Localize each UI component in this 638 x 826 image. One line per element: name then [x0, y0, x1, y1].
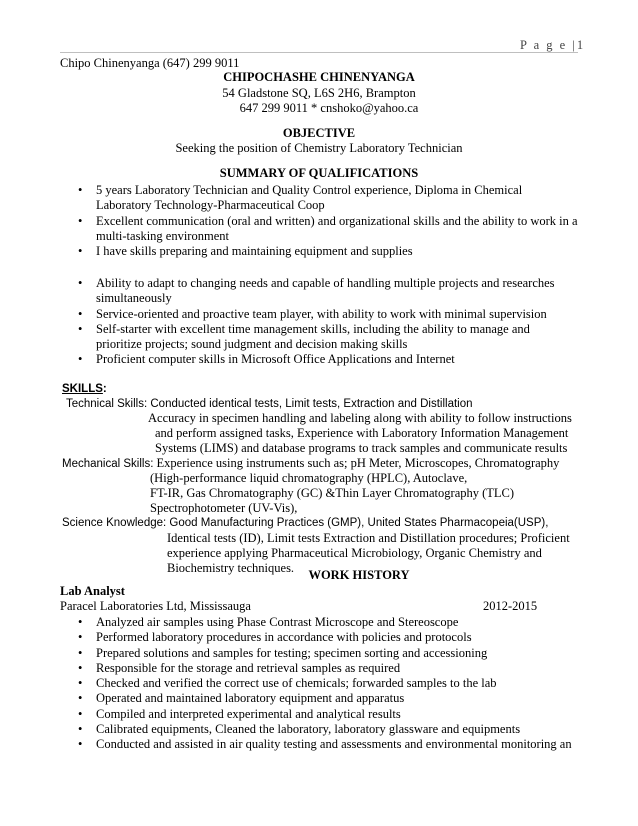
list-item: • Excellent communication (oral and written) and organizational skills and the ability to work in a multi-tasking environment — [78, 213, 578, 243]
list-item: • Proficient computer skills in Microsoft Office Applications and Internet — [78, 352, 455, 367]
list-item: • Prepared solutions and samples for testing; specimen sorting and accessioning — [78, 645, 488, 660]
list-item: • Operated and maintained laboratory equipment and apparatus — [78, 691, 405, 706]
list-item: • Compiled and interpreted experimental and analytical results — [78, 706, 401, 721]
skills-heading: SKILLS: — [62, 383, 107, 395]
summary-list-1 — [78, 183, 578, 259]
objective-text: Seeking the position of Chemistry Laboratory Technician — [175, 141, 463, 155]
list-item: • Ability to adapt to changing needs and capable of handling multiple projects and researches simultaneously — [78, 276, 555, 306]
duties-list — [78, 615, 588, 753]
objective-heading: OBJECTIVE — [282, 126, 356, 140]
page-number: 1 — [576, 38, 586, 52]
header-rule — [60, 52, 578, 53]
page-number-line — [520, 38, 585, 53]
technical-skills-line: Systems (LIMS) and database programs to track samples and communicate results — [155, 441, 568, 455]
mechanical-skills-line: Experience using instruments such as; pH Meter, Microscopes, Chromatography — [156, 456, 560, 470]
summary-list-2 — [78, 276, 578, 368]
technical-skills-line: and perform assigned tasks, Experience with Laboratory Information Management — [155, 426, 569, 440]
employment-dates: 2012-2015 — [483, 599, 538, 613]
page-separator: | — [572, 38, 577, 52]
science-knowledge-line: Biochemistry techniques. — [167, 561, 295, 575]
mechanical-skills-line: Spectrophotometer (UV-Vis), — [150, 501, 298, 515]
list-item: • I have skills preparing and maintaining equipment and supplies — [78, 244, 413, 259]
mechanical-skills-row — [62, 456, 559, 472]
job-title: Lab Analyst — [60, 584, 125, 598]
employer: Paracel Laboratories Ltd, Mississauga — [60, 599, 251, 613]
list-item: • Checked and verified the correct use of chemicals; forwarded samples to the lab — [78, 676, 497, 691]
list-item: • Self-starter with excellent time management skills, including the ability to manage and prioritize projects; sound judgment and decision making skills — [78, 321, 530, 352]
running-header: Chipo Chinenyanga (647) 299 9011 — [60, 56, 240, 70]
list-item: • Service-oriented and proactive team player, with ability to work with minimal supervision — [78, 306, 547, 321]
list-item: • Responsible for the storage and retrieval samples as required — [78, 660, 401, 675]
science-knowledge-label: Science Knowledge: Good Manufacturing Practices (GMP), United States Pharmacopeia(USP), — [62, 517, 549, 529]
mechanical-skills-line: FT-IR, Gas Chromatography (GC) &Thin Layer Chromatography (TLC) — [150, 486, 515, 500]
science-knowledge-line: Identical tests (ID), Limit tests Extraction and Distillation procedures; Proficient — [167, 531, 570, 545]
mechanical-skills-line: (High-performance liquid chromatography (HPLC), Autoclave, — [150, 471, 468, 485]
candidate-address: 54 Gladstone SQ, L6S 2H6, Brampton — [222, 86, 416, 100]
summary-heading: SUMMARY OF QUALIFICATIONS — [219, 166, 419, 180]
list-item: • Analyzed air samples using Phase Contrast Microscope and Stereoscope — [78, 615, 459, 629]
list-item: • Calibrated equipments, Cleaned the laboratory, laboratory glassware and equipments — [78, 722, 521, 737]
list-item: • 5 years Laboratory Technician and Quality Control experience, Diploma in Chemical Laboratory Technology-Pharmaceutical Coop — [78, 183, 523, 213]
mechanical-skills-label: Mechanical Skills: — [62, 458, 154, 470]
work-history-heading: WORK HISTORY — [308, 568, 410, 582]
list-item: • Conducted and assisted in air quality testing and assessments and environmental monitoring an — [78, 737, 572, 752]
technical-skills-line: Accuracy in specimen handling and labeling along with ability to follow instructions — [148, 411, 572, 425]
technical-skills-label: Technical Skills: Conducted identical tests, Limit tests, Extraction and Distillation — [66, 398, 473, 410]
candidate-contact: 647 299 9011 * cnshoko@yahoo.ca — [239, 101, 419, 115]
page-label: P a g e — [520, 38, 568, 52]
candidate-name: CHIPOCHASHE CHINENYANGA — [223, 70, 415, 84]
list-item: • Performed laboratory procedures in accordance with policies and protocols — [78, 630, 472, 645]
science-knowledge-line: experience applying Pharmaceutical Microbiology, Organic Chemistry and — [167, 546, 542, 560]
